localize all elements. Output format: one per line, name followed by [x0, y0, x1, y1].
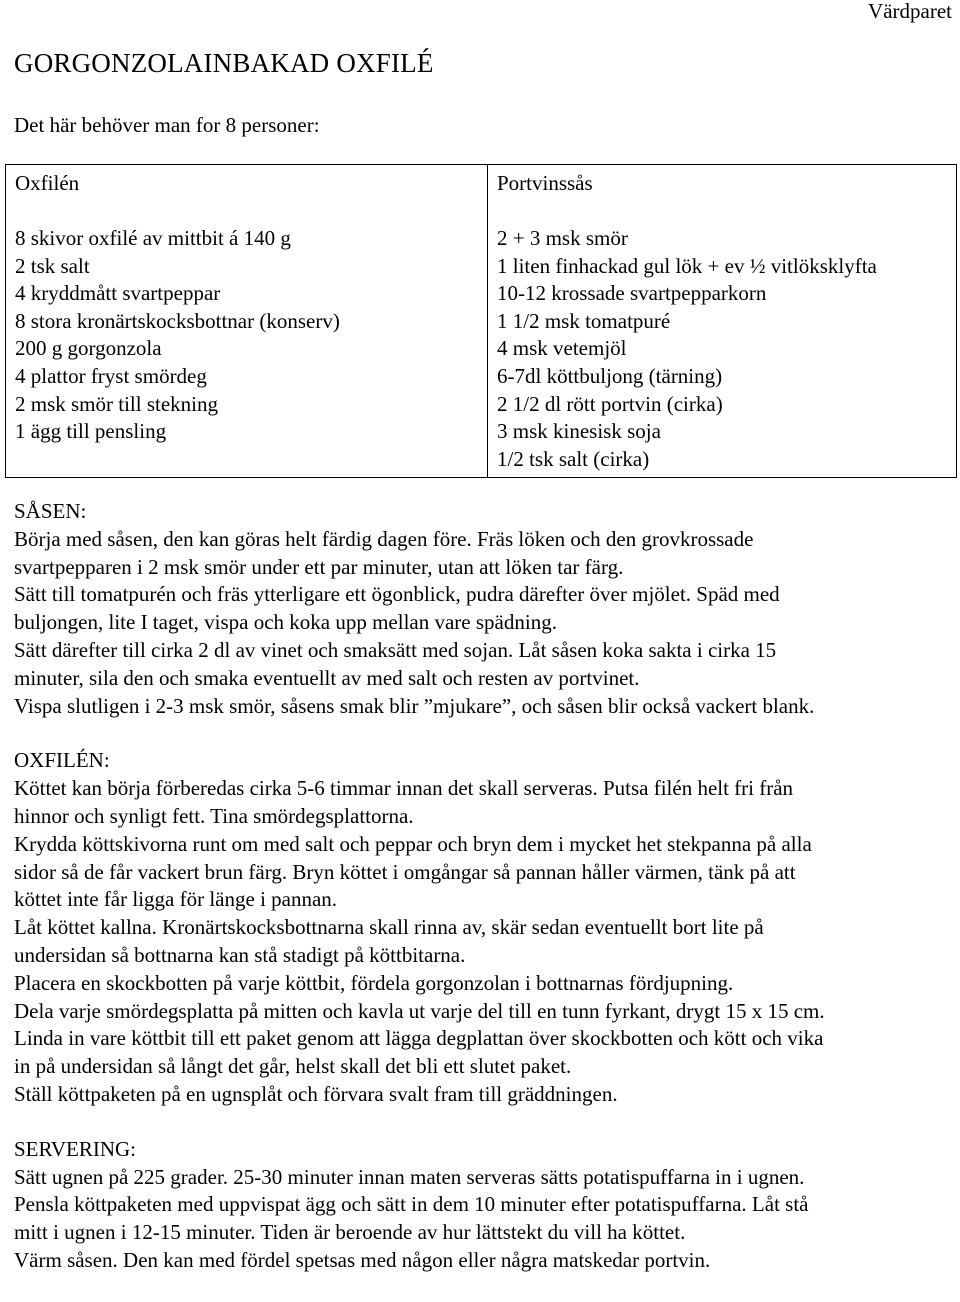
text-line: Börja med såsen, den kan göras helt färdig dagen före. Fräs löken och den grovkrossade — [14, 526, 754, 551]
ingredient-item: 1 1/2 msk tomatpuré — [497, 308, 671, 333]
ingredient-item: 2 1/2 dl rött portvin (cirka) — [497, 391, 723, 416]
header-role-label: Värdparet — [868, 0, 952, 23]
ingredient-item: 2 + 3 msk smör — [497, 226, 628, 250]
ingredient-item: 200 g gorgonzola — [15, 336, 162, 361]
ingredient-item: 2 tsk salt — [15, 253, 90, 278]
ingredient-item: 8 stora kronärtskocksbottnar (konserv) — [15, 308, 340, 333]
ingredient-item: 1/2 tsk salt (cirka) — [497, 446, 650, 471]
text-line: Sätt därefter till cirka 2 dl av vinet och smaksätt med sojan. Låt såsen koka sakta i cirka 15 — [14, 637, 777, 662]
ingredient-item: 10-12 krossade svartpepparkorn — [497, 281, 767, 306]
section-text — [14, 775, 949, 1109]
ingredient-item: 3 msk kinesisk soja — [497, 419, 661, 444]
ingredients-table — [5, 164, 957, 478]
ingredient-item: 1 ägg till pensling — [15, 419, 167, 444]
text-line: Krydda köttskivorna runt om med salt och peppar och bryn dem i mycket het stekpanna på alla — [14, 831, 812, 856]
text-line: köttet inte får ligga för länge i pannan. — [14, 887, 338, 912]
ingredient-item: 6-7dl köttbuljong (tärning) — [497, 363, 723, 388]
text-line: in på undersidan så långt det går, helst skall det bli ett slutet paket. — [14, 1054, 572, 1079]
text-line: minuter, sila den och smaka eventuellt av med salt och resten av portvinet. — [14, 665, 640, 690]
section-text — [14, 526, 949, 721]
section-text — [14, 1164, 949, 1275]
text-line: Sätt till tomatpurén och fräs ytterligare ett ögonblick, pudra därefter över mjölet. Späd med — [14, 582, 780, 607]
page-subtitle: Det här behöver man for 8 personer: — [14, 113, 320, 137]
text-line: Låt köttet kallna. Kronärtskocksbottnarna skall rinna av, skär sedan eventuellt bort lite på — [14, 915, 764, 940]
ingredients-list — [15, 225, 479, 446]
text-line: hinnor och synligt fett. Tina smördegsplattorna. — [14, 803, 414, 828]
text-line: sidor så de får vackert brun färg. Bryn köttet i omgångar så pannan håller värmen, tänk på att — [14, 859, 796, 884]
ingredient-item: 4 kryddmått svartpeppar — [15, 281, 221, 306]
text-line: Ställ köttpaketen på en ugnsplåt och förvara svalt fram till gräddningen. — [14, 1081, 618, 1106]
section-heading: SERVERING: — [14, 1136, 136, 1161]
ingredient-item: 4 plattor fryst smördeg — [15, 363, 207, 388]
text-line: buljongen, lite I taget, vispa och koka upp mellan vare spädning. — [14, 610, 557, 635]
text-line: Värm såsen. Den kan med fördel spetsas med någon eller några matskedar portvin. — [14, 1247, 711, 1272]
ingredient-item: 4 msk vetemjöl — [497, 336, 627, 361]
text-line: Pensla köttpaketen med uppvispat ägg och sätt in dem 10 minuter efter potatispuffarna. Låt stå — [14, 1192, 809, 1217]
section-sasen — [14, 498, 949, 720]
ingredients-column-portvinssas — [488, 165, 957, 478]
text-line: Dela varje smördegsplatta på mitten och kavla ut varje del till en tunn fyrkant, drygt 15 x 15 cm. — [14, 998, 825, 1023]
ingredients-column-title: Portvinssås — [497, 171, 593, 195]
text-line: Köttet kan börja förberedas cirka 5-6 timmar innan det skall serveras. Putsa filén helt fri från — [14, 776, 794, 801]
ingredients-column-oxfilen — [6, 165, 488, 478]
ingredient-item: 1 liten finhackad gul lök + ev ½ vitlöksklyfta — [497, 253, 877, 278]
text-line: Placera en skockbotten på varje köttbit, fördela gorgonzolan i bottnarnas fördjupning. — [14, 970, 734, 995]
text-line: Vispa slutligen i 2-3 msk smör, såsens smak blir ”mjukare”, och såsen blir också vackert blank. — [14, 693, 815, 718]
text-line: mitt i ugnen i 12-15 minuter. Tiden är beroende av hur lättstekt du vill ha köttet. — [14, 1220, 686, 1245]
section-oxfilen — [14, 747, 949, 1108]
ingredient-item: 2 msk smör till stekning — [15, 391, 219, 416]
ingredients-column-title: Oxfilén — [15, 171, 80, 195]
page-title: GORGONZOLAINBAKAD OXFILÉ — [14, 48, 434, 78]
instructions — [14, 498, 949, 1302]
section-servering — [14, 1136, 949, 1275]
text-line: Linda in vare köttbit till ett paket genom att lägga degplattan över skockbotten och kött och vika — [14, 1026, 824, 1051]
text-line: Sätt ugnen på 225 grader. 25-30 minuter innan maten serveras sätts potatispuffarna in i ugnen. — [14, 1164, 805, 1189]
text-line: svartpepparen i 2 msk smör under ett par minuter, utan att löken tar färg. — [14, 554, 624, 579]
ingredient-item: 8 skivor oxfilé av mittbit á 140 g — [15, 226, 291, 250]
section-heading: OXFILÉN: — [14, 748, 110, 773]
ingredients-list — [497, 225, 948, 473]
text-line: undersidan så bottnarna kan stå stadigt på köttbitarna. — [14, 942, 466, 967]
section-heading: SÅSEN: — [14, 499, 87, 523]
